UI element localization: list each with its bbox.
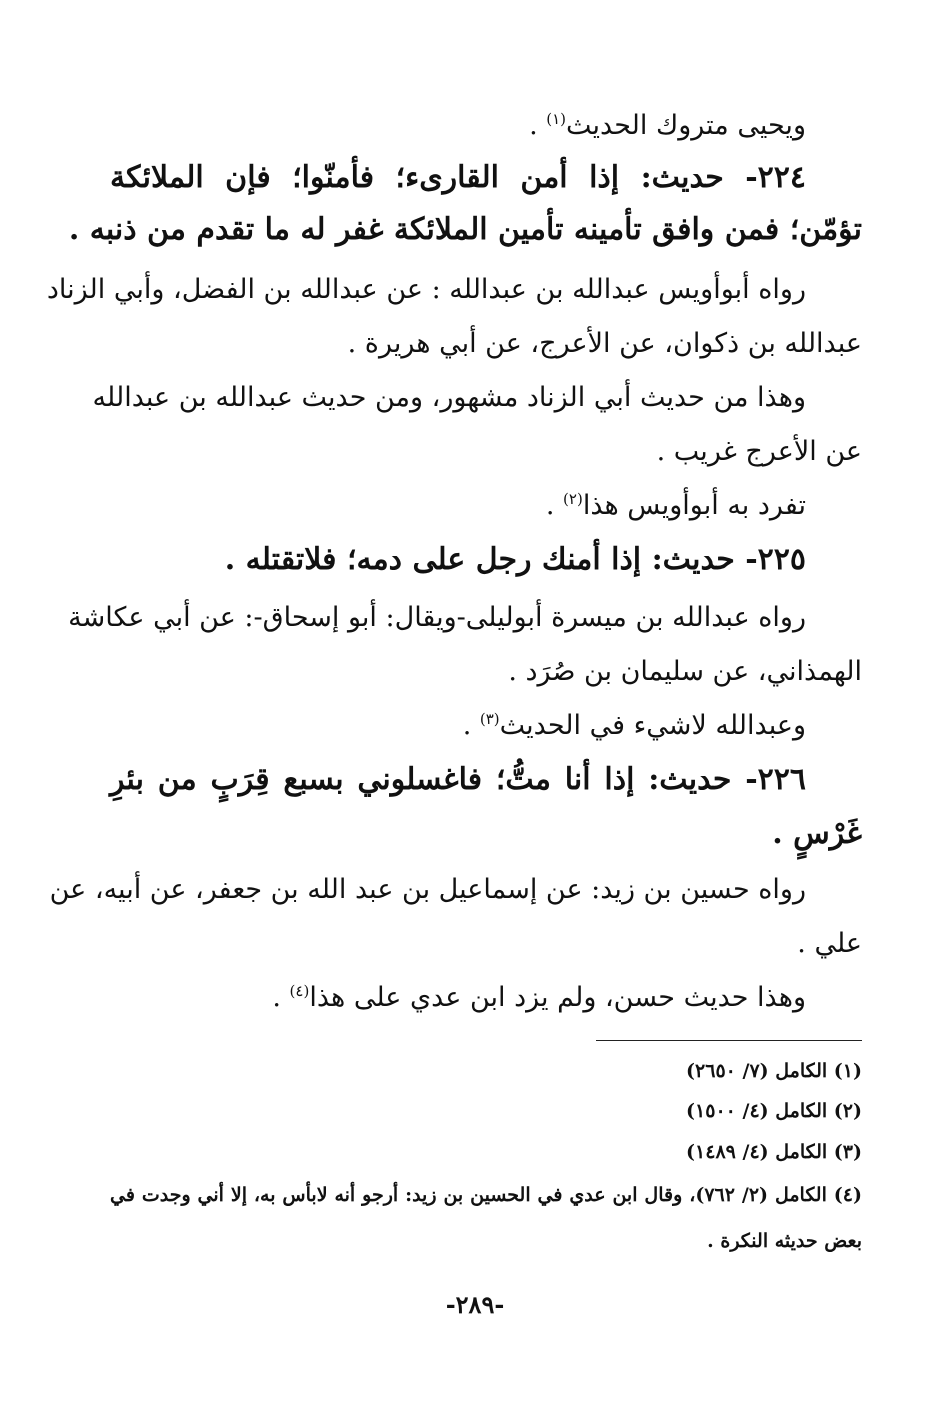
footnote-ref: (٢) <box>563 490 583 508</box>
hadith-heading: ٢٢٥- حديث: إذا أمنك رجل على دمه؛ فلاتقتله . <box>224 542 806 577</box>
footnote-ref: (٤) <box>289 982 310 1000</box>
hadith-heading: غَرْسٍ . <box>772 816 862 851</box>
text-line: تفرد به أبوأويس هذا$^{(٢)}$ . <box>545 490 806 521</box>
footnote: بعض حديثه النكرة . <box>707 1230 862 1252</box>
footnote-ref: (٣) <box>479 710 500 728</box>
page-number: -٢٨٩- <box>445 1290 505 1319</box>
hadith-heading: ٢٢٦- حديث: إذا أنا متُّ؛ فاغسلوني بسبع قِرَبٍ من بئرِ <box>110 762 806 797</box>
footnote: (٤) الكامل (٢/ ٧٦٢)، وقال ابن عدي في الحسين بن زيد: أرجو أنه لابأس به، إلا أني وجدت في <box>110 1184 863 1206</box>
footnote: (٣) الكامل (٤/ ١٤٨٩) <box>686 1141 862 1163</box>
text-line: وهذا حديث حسن، ولم يزد ابن عدي على هذا$^{(٤)}$ . <box>272 982 806 1013</box>
text-line: الهمذاني، عن سليمان بن صُرَد . <box>508 656 862 687</box>
text-line: رواه حسين بن زيد: عن إسماعيل بن عبد الله بن جعفر، عن أبيه، عن <box>49 874 806 905</box>
footnote-divider <box>596 1040 862 1041</box>
text-line: علي . <box>797 928 862 959</box>
text-line: رواه أبوأويس عبدالله بن عبدالله : عن عبدالله بن الفضل، وأبي الزناد <box>46 274 806 305</box>
text-line: عبدالله بن ذكوان، عن الأعرج، عن أبي هريرة . <box>347 328 862 359</box>
text-line: ويحيى متروك الحديث$^{(١)}$ . <box>529 110 806 141</box>
hadith-heading: تؤمّن؛ فمن وافق تأمينه تأمين الملائكة غفر له ما تقدم من ذنبه . <box>68 212 862 247</box>
footnote-ref: (١) <box>546 110 567 128</box>
text-line: وعبدالله لاشيء في الحديث$^{(٣)}$ . <box>462 710 806 741</box>
text-line: رواه عبدالله بن ميسرة أبوليلى-ويقال: أبو إسحاق-: عن أبي عكاشة <box>68 602 806 633</box>
hadith-heading: ٢٢٤- حديث: إذا أمن القارىء؛ فأمنّوا؛ فإن الملائكة <box>110 160 806 195</box>
text-line: وهذا من حديث أبي الزناد مشهور، ومن حديث عبدالله بن عبدالله <box>92 382 806 413</box>
footnote: (٢) الكامل (٤/ ١٥٠٠) <box>686 1100 862 1122</box>
text-line: عن الأعرج غريب . <box>656 436 862 467</box>
footnote: (١) الكامل (٧/ ٢٦٥٠) <box>686 1060 862 1082</box>
